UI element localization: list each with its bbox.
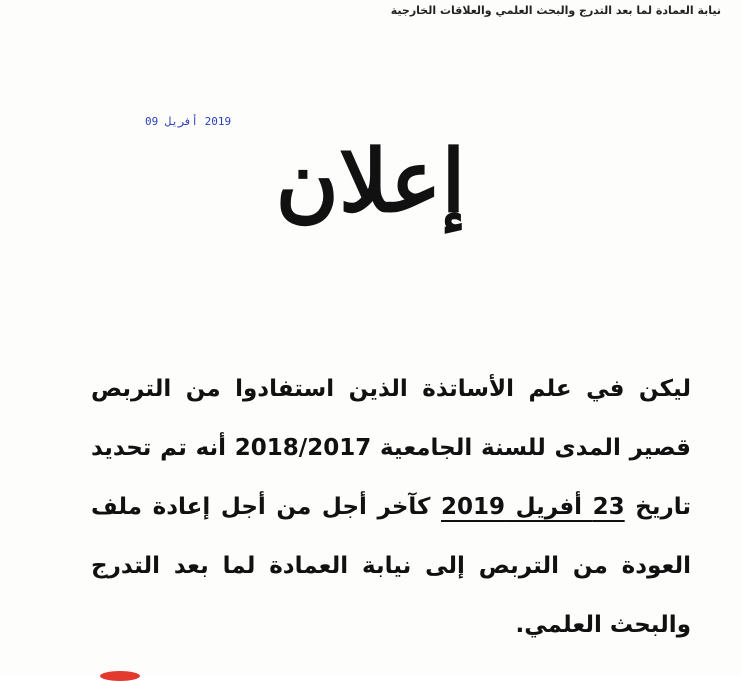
body-text-after-date: كآخر أجل من أجل إعادة ملف العودة من التربص إلى نيابة العمادة لما بعد التدرج والبحث العلمي.	[91, 494, 691, 638]
department-header: نيابة العمادة لما بعد التدرج والبحث العلمي والعلاقات الخارجية	[390, 4, 721, 17]
body-text-before-date: ليكن في علم الأساتذة الذين استفادوا من التربص قصير المدى للسنة الجامعية 2018/2017 أنه تم تحديد تاريخ	[91, 376, 692, 520]
deadline-date: 23 أفريل 2019	[441, 494, 625, 520]
red-ink-mark	[100, 671, 140, 681]
announcement-body	[91, 360, 691, 655]
announcement-title: إعلان	[275, 131, 466, 232]
received-date-stamp: 2019 أفريل 09	[145, 115, 232, 128]
